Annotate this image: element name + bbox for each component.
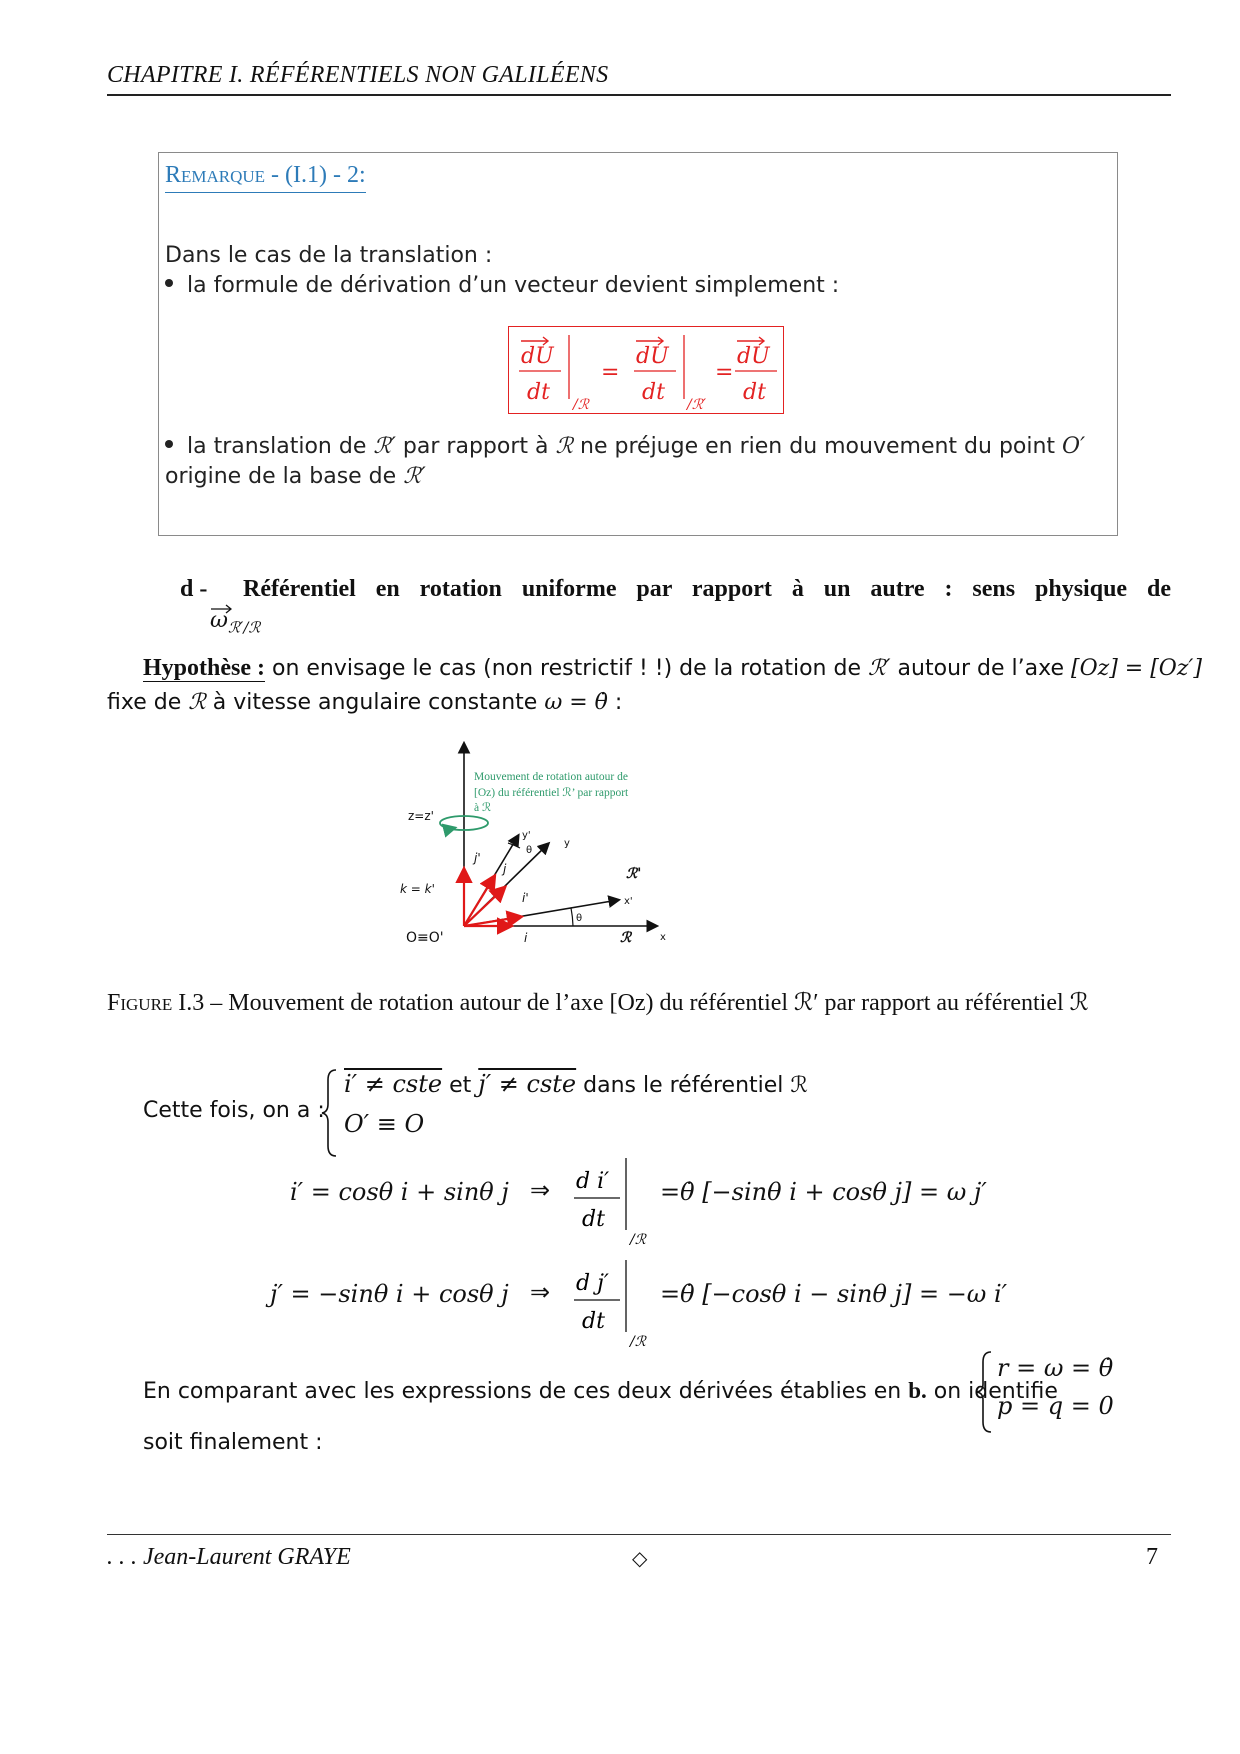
bullet2-text-c: ne préjuge en rien du mouvement du point <box>573 434 1063 459</box>
caption-text: Mouvement de rotation autour de l’axe [Oz) du référentiel ℛ′ par rapport au référentiel ℛ <box>228 990 1089 1016</box>
hyp-line2-end: : <box>607 690 623 715</box>
annotation-line-3: à ℛ <box>474 802 492 814</box>
comparant-line <box>143 1378 1058 1404</box>
implies-icon-2: ⇒ <box>530 1280 551 1306</box>
omega-subscript: ℛ′/ℛ <box>227 618 261 637</box>
soit-finalement: soit finalement : <box>143 1430 323 1455</box>
system-2-line-2: p = q = 0 <box>997 1392 1114 1420</box>
hyp-axis: [Oz] = [Oz′] <box>1071 656 1203 681</box>
svg-text:dt: dt <box>582 1309 605 1334</box>
den-3: dt <box>743 380 766 405</box>
header-rule <box>107 94 1171 96</box>
num-3: dU <box>737 344 770 369</box>
num-1: dU <box>521 344 554 369</box>
eq-i-lhs: i′ = cosθ i + sinθ j <box>290 1178 509 1206</box>
label-Rp: ℛ' <box>626 866 642 882</box>
bullet2-Op: O′ <box>1062 434 1086 459</box>
sys1-dans: dans le référentiel ℛ <box>576 1073 808 1098</box>
cette-fois-label: Cette fois, on a : <box>143 1098 325 1123</box>
bullet2-text-a: la translation de <box>187 434 374 459</box>
bullet-dot <box>165 279 173 287</box>
hypothesis-line-1 <box>143 655 1202 682</box>
derivative-formula-box <box>508 326 784 414</box>
derivative-formula <box>509 327 785 415</box>
comparant-ref: b. <box>908 1378 927 1403</box>
theta-arc <box>571 908 573 926</box>
hyp-text-b: autour de l’axe <box>890 656 1071 681</box>
diamond-icon: ◇ <box>632 1548 648 1570</box>
system-1 <box>320 1062 880 1162</box>
remark-bullet-1 <box>165 273 839 298</box>
section-label: d - <box>180 576 208 602</box>
label-k: k = k' <box>400 882 435 896</box>
rotation-figure <box>380 740 680 960</box>
hypothesis-line-2 <box>107 690 622 715</box>
sub-R: /ℛ <box>573 397 589 413</box>
hyp-line2-a: fixe de <box>107 690 189 715</box>
rotation-diagram <box>380 740 680 960</box>
sys1-i-neq: i′ ≠ cste <box>344 1070 443 1098</box>
label-i: i <box>524 931 528 945</box>
label-zz: z=z' <box>408 809 434 823</box>
system-2-line-1: r = ω = θ̇ <box>997 1354 1114 1382</box>
sub-Rp: /ℛ′ <box>687 397 707 413</box>
implies-icon: ⇒ <box>530 1178 551 1204</box>
hyp-text-a: on envisage le cas (non restrictif ! !) de la rotation de <box>265 656 868 681</box>
label-theta: θ <box>576 913 583 924</box>
label-y: y <box>564 838 570 849</box>
label-theta-top: θ <box>526 845 533 856</box>
system-1-line-2: O′ ≡ O <box>344 1110 425 1138</box>
label-jp: j' <box>474 851 481 865</box>
bullet2-R: ℛ <box>555 434 574 459</box>
label-yp: y' <box>522 830 531 841</box>
remark-title: Remarque - (I.1) - 2: <box>165 162 366 193</box>
hypothesis-label: Hypothèse : <box>143 655 265 681</box>
derivative-dj-prime <box>570 1252 660 1352</box>
left-brace-icon <box>320 1068 340 1158</box>
svg-text:/ℛ: /ℛ <box>630 1232 646 1248</box>
bullet-dot <box>165 440 173 448</box>
svg-text:d i′: d i′ <box>576 1169 610 1194</box>
eq-2: = <box>715 360 734 385</box>
caption-prefix: Figure I.3 – <box>107 990 223 1016</box>
page-number: 7 <box>1146 1544 1158 1570</box>
section-omega <box>210 608 260 636</box>
system-1-line-1 <box>344 1070 808 1099</box>
system-2 <box>975 1346 1155 1436</box>
bullet2-Rp-2: ℛ′ <box>403 464 426 489</box>
remark-bullet-1-text: la formule de dérivation d’un vecteur devient simplement : <box>187 273 840 298</box>
label-x: x <box>660 932 666 943</box>
omega-symbol: ω <box>210 608 228 633</box>
derivative-di-prime <box>570 1150 660 1250</box>
running-header: CHAPITRE I. RÉFÉRENTIELS NON GALILÉENS <box>107 62 609 88</box>
eq-j-rhs-text: θ̇ [−cosθ i − sinθ j] = −ω i′ <box>680 1280 1008 1308</box>
comparant-end: on identifie <box>926 1379 1058 1404</box>
eq-1: = <box>601 360 620 385</box>
eq-j-rhs: =θ̇ [−cosθ i − sinθ j] = −ω i′ <box>660 1280 1008 1308</box>
figure-caption <box>107 988 1171 1018</box>
footer-author: . . . Jean-Laurent GRAYE <box>107 1544 351 1570</box>
bullet2-text-b: par rapport à <box>395 434 556 459</box>
hyp-omega-eq: ω = θ̇ <box>544 690 608 715</box>
svg-text:/ℛ: /ℛ <box>630 1334 646 1350</box>
den-1: dt <box>527 380 550 405</box>
equation-i-prime <box>280 1150 1040 1250</box>
eq-i-rhs: =θ̇ [−sinθ i + cosθ j] = ω j′ <box>660 1178 987 1206</box>
left-brace-icon-2 <box>975 1350 995 1434</box>
sys1-j-neq: j′ ≠ cste <box>478 1070 577 1098</box>
footer-rule <box>107 1534 1171 1535</box>
sys1-et: et <box>442 1073 479 1098</box>
label-ip: i' <box>522 891 529 905</box>
eq-i-rhs-text: θ̇ [−sinθ i + cosθ j] = ω j′ <box>680 1178 987 1206</box>
bullet2-Rp: ℛ′ <box>373 434 396 459</box>
bullet2-text-d: origine de la base de <box>165 464 404 489</box>
hyp-line2-b: à vitesse angulaire constante <box>205 690 545 715</box>
annotation-line-2: [Oz) du référentiel ℛ’ par rapport <box>474 787 629 799</box>
vector-arrow-icon <box>210 604 232 614</box>
label-R: ℛ <box>620 930 632 946</box>
equation-j-prime <box>260 1252 1040 1352</box>
label-xp: x' <box>624 896 633 907</box>
svg-text:d j′: d j′ <box>576 1271 609 1296</box>
comparant-text: En comparant avec les expressions de ces deux dérivées établies en <box>143 1379 909 1404</box>
den-2: dt <box>642 380 665 405</box>
hyp-R: ℛ <box>188 690 206 715</box>
remark-bullet-2 <box>165 432 1115 492</box>
section-title: Référentiel en rotation uniforme par rapport à un autre : sens physique de <box>243 576 1171 602</box>
num-2: dU <box>636 344 669 369</box>
remark-intro: Dans le cas de la translation : <box>165 243 493 268</box>
svg-text:dt: dt <box>582 1207 605 1232</box>
eq-j-lhs: j′ = −sinθ i + cosθ j <box>270 1280 509 1308</box>
annotation-line-1: Mouvement de rotation autour de <box>474 771 628 783</box>
label-j: j <box>503 862 507 876</box>
label-origin: O≡O' <box>406 930 444 946</box>
hyp-Rp: ℛ′ <box>868 656 891 681</box>
